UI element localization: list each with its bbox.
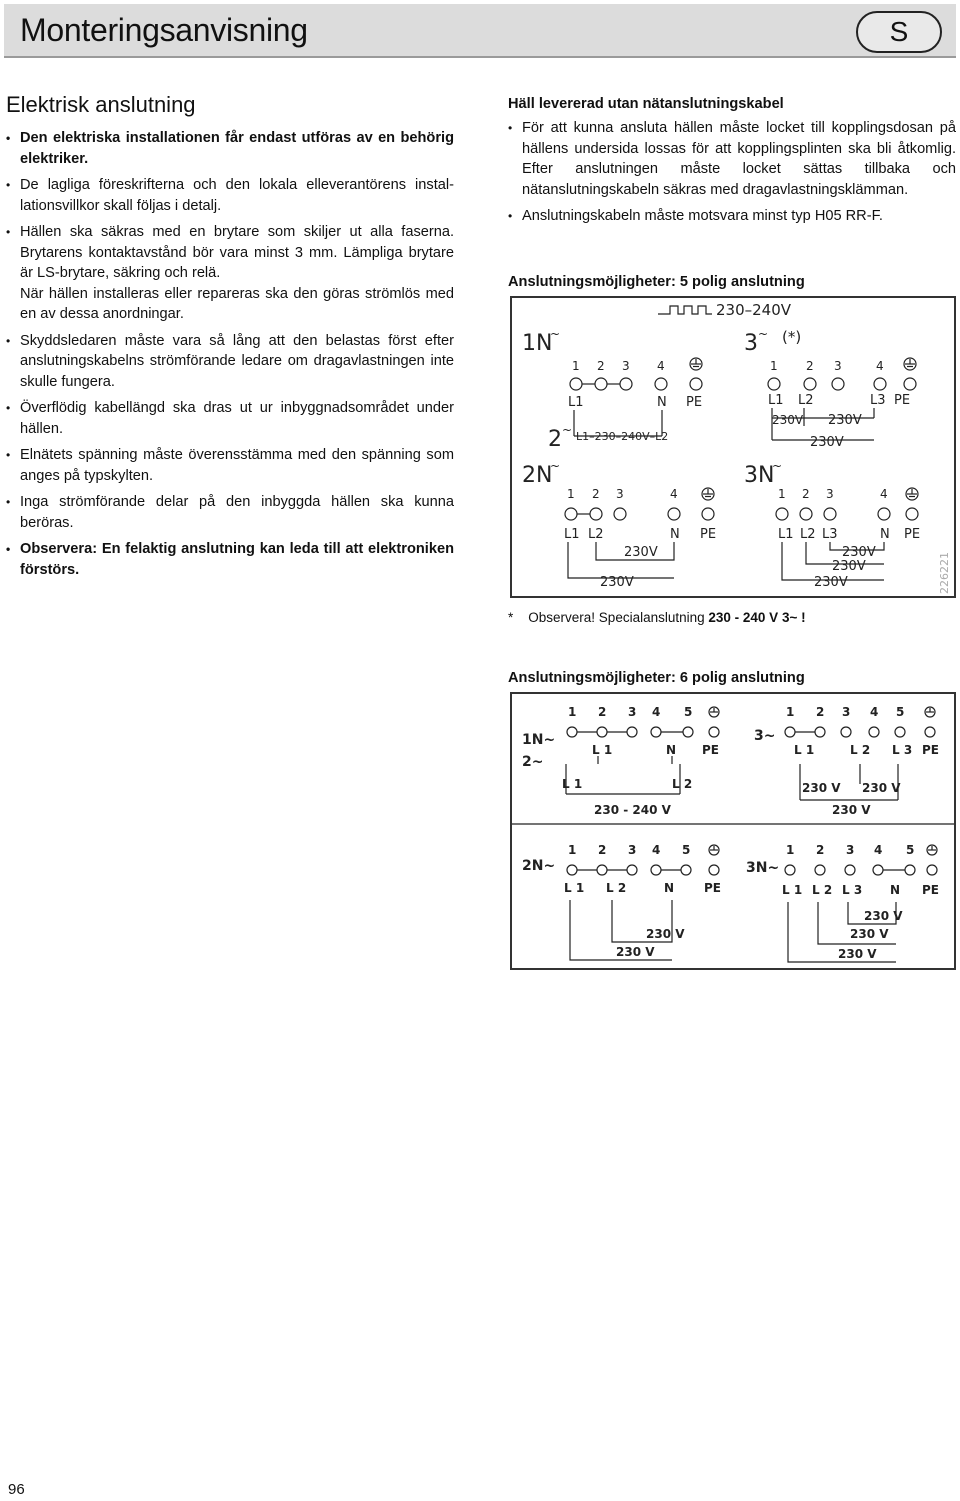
- requirements-list: [6, 128, 454, 580]
- ac-symbol: ~: [550, 327, 561, 341]
- footnote-star: *: [508, 610, 514, 625]
- diagram6-box: [510, 692, 956, 970]
- conductor-label: N: [890, 883, 901, 897]
- conductor-label: PE: [922, 743, 939, 757]
- voltage-label: 230V: [624, 545, 658, 560]
- terminal-number: 5: [896, 705, 905, 719]
- terminal-number: 2: [816, 843, 825, 857]
- terminal-number: 2: [598, 843, 607, 857]
- terminal-number: 3: [622, 359, 630, 373]
- voltage-label: 230 V: [862, 781, 901, 795]
- ground-icon: [906, 488, 918, 500]
- list-item: [6, 222, 454, 325]
- terminal-row-3: [768, 378, 916, 390]
- conductor-label: PE: [704, 881, 721, 895]
- bullet-text: Överflödig kabellängd ska dras ut ur inbyggnadsområdet under hällen.: [20, 400, 454, 437]
- bullet-text: • Hällen ska säkras med en brytare som skiljer ut alla faserna. Brytarens kontaktavstånd bör vara minst 3 mm. Lämpliga brytare är LS-brytare, säkring och relä.: [20, 224, 454, 281]
- ac-symbol: ~: [562, 423, 573, 437]
- ground-icon: [709, 707, 719, 717]
- ground-icon: [925, 707, 935, 717]
- footnote: [508, 610, 806, 625]
- voltage-label: 230 V: [646, 927, 685, 941]
- ac-symbol: ~: [758, 327, 769, 341]
- terminal-number: 3: [826, 487, 834, 501]
- terminal-number: 4: [670, 487, 678, 501]
- left-column: [6, 128, 454, 586]
- conductor-label: L 2: [812, 883, 833, 897]
- mode-2n-label: 2N: [522, 463, 553, 488]
- conductor-label: PE: [702, 743, 719, 757]
- terminal-number: 4: [652, 843, 661, 857]
- conductor-label: L 2: [606, 881, 627, 895]
- terminal-number: 2: [816, 705, 825, 719]
- terminal-number: 3: [846, 843, 855, 857]
- wiring-diagram-5-pole: [512, 298, 954, 596]
- terminal-number: 2: [597, 359, 605, 373]
- terminal-row-2n: [565, 508, 714, 520]
- conductor-label: L 1: [562, 777, 583, 791]
- terminal-number: 5: [682, 843, 691, 857]
- conductor-label: L2: [588, 527, 604, 542]
- terminal-number: 1: [786, 705, 795, 719]
- span-label: L1–230–240V–L2: [576, 430, 669, 443]
- voltage-label: 230 - 240 V: [594, 803, 671, 817]
- conductor-label: N: [664, 881, 675, 895]
- bullet-text: Anslutningskabeln måste motsvara minst typ H05 RR-F.: [522, 208, 883, 224]
- list-item: [6, 445, 454, 486]
- terminal-number: 1: [778, 487, 786, 501]
- page-header: [4, 4, 956, 58]
- conductor-label: L1: [768, 393, 784, 408]
- voltage-label: 230 V: [616, 945, 655, 959]
- conductor-label: PE: [894, 393, 911, 408]
- conductor-label: L 1: [794, 743, 815, 757]
- terminal-number: 3: [616, 487, 624, 501]
- conductor-label: L3: [870, 393, 886, 408]
- voltage-label: 230V: [600, 575, 634, 590]
- terminal-number: 2: [592, 487, 600, 501]
- ground-icon: [904, 358, 916, 370]
- terminal-number: 4: [880, 487, 888, 501]
- voltage-label: 230 V: [850, 927, 889, 941]
- bullet-text: Observera: En felaktig anslutning kan leda till att elektroniken förstörs.: [20, 541, 454, 578]
- conductor-label: L 3: [842, 883, 863, 897]
- voltage-label: 230 V: [802, 781, 841, 795]
- bullet-text: De lagliga föreskrifterna och den lokala elleverantörens installationsvillkor skall följas i detalj.: [20, 177, 454, 214]
- list-item: [508, 206, 956, 227]
- conductor-label: L 1: [564, 881, 585, 895]
- conductor-label: L 2: [672, 777, 693, 791]
- square-wave-icon: [658, 306, 712, 314]
- mode-3-label: 3: [744, 331, 758, 356]
- section-title: Elektrisk anslutning: [6, 92, 196, 117]
- voltage-label: 230V: [832, 559, 866, 574]
- terminal-number: 2: [598, 705, 607, 719]
- terminal-number: 5: [684, 705, 693, 719]
- list-item: [6, 492, 454, 533]
- language-badge: S: [856, 11, 942, 53]
- mode-2n-label: 2N~: [522, 858, 556, 874]
- conductor-label: N: [880, 527, 890, 542]
- conductor-label: L 1: [782, 883, 803, 897]
- list-item: [6, 175, 454, 216]
- terminal-number: 5: [906, 843, 915, 857]
- terminal-number: 4: [657, 359, 665, 373]
- ground-icon: [690, 358, 702, 370]
- terminal-number: 1: [568, 705, 577, 719]
- ac-symbol: ~: [550, 459, 561, 473]
- mode-1n-label: 1N: [522, 331, 553, 356]
- bullet-text: För att kunna ansluta hällen måste locket till kopplingsdosan på hällens undersida lossas för att kopplingsplinten ska bli åtkomlig. Efter anslutningen måste locket sättas tillbaka och nätanslutningskabeln säkras med dragavlastningsklämman.: [522, 120, 956, 198]
- list-item: [6, 398, 454, 439]
- mode-2-label: 2~: [522, 754, 544, 770]
- voltage-bracket: [566, 756, 680, 794]
- ground-icon: [709, 845, 719, 855]
- ac-symbol: ~: [772, 459, 783, 473]
- conductor-label: PE: [686, 395, 703, 410]
- terminal-number: 4: [870, 705, 879, 719]
- terminal-number: 2: [802, 487, 810, 501]
- cable-subtitle: Häll levererad utan nätanslutningskabel: [508, 96, 784, 112]
- conductor-label: L1: [564, 527, 580, 542]
- terminal-number: 1: [770, 359, 778, 373]
- voltage-label: 230V: [828, 413, 862, 428]
- voltage-label: 230 V: [864, 909, 903, 923]
- terminal-number: 3: [628, 843, 637, 857]
- voltage-label: 230V: [772, 413, 804, 427]
- footnote-bold: 230 - 240 V 3~ !: [708, 610, 806, 625]
- diagram5-box: [510, 296, 956, 598]
- conductor-label: N: [670, 527, 680, 542]
- conductor-label: L2: [800, 527, 816, 542]
- conductor-label: L1: [778, 527, 794, 542]
- list-item: [508, 118, 956, 200]
- bullet-text: Elnätets spänning måste överensstämma med den spänning som anges på typskylten.: [20, 447, 454, 484]
- terminal-number: 1: [572, 359, 580, 373]
- mode-3-label: 3~: [754, 728, 776, 744]
- conductor-label: N: [657, 395, 667, 410]
- bullet-text: Den elektriska installationen får endast utföras av en behörig elektriker.: [20, 130, 454, 167]
- list-item: [6, 128, 454, 169]
- header-title: Monteringsanvisning: [20, 12, 308, 48]
- terminal-number: 3: [834, 359, 842, 373]
- ground-icon: [927, 845, 937, 855]
- conductor-label: L 3: [892, 743, 913, 757]
- terminal-number: 1: [786, 843, 795, 857]
- list-item: [6, 331, 454, 393]
- supply-voltage-label: 230–240V: [716, 301, 792, 319]
- voltage-label: 230V: [810, 435, 844, 450]
- terminal-number: 1: [568, 843, 577, 857]
- conductor-label: L2: [798, 393, 814, 408]
- conductor-label: L 2: [850, 743, 871, 757]
- ground-icon: [702, 488, 714, 500]
- bullet-text-continued: När hällen installeras eller repareras ska den göras strömlös med en av dessa anordningar.: [20, 285, 454, 322]
- diagram6-title: Anslutningsmöjligheter: 6 polig anslutning: [508, 670, 805, 686]
- terminal-number: 1: [567, 487, 575, 501]
- wiring-diagram-6-pole: [512, 694, 954, 968]
- conductor-label: PE: [700, 527, 717, 542]
- terminal-number: 2: [806, 359, 814, 373]
- terminal-row-1n: [566, 727, 719, 794]
- mode-2-label: 2: [548, 427, 562, 452]
- mode-1n-label: 1N~: [522, 732, 556, 748]
- diagram5-title: Anslutningsmöjligheter: 5 polig anslutning: [508, 274, 805, 290]
- conductor-label: PE: [904, 527, 921, 542]
- terminal-row-3n: [776, 508, 918, 520]
- terminal-number: 4: [652, 705, 661, 719]
- conductor-label: L 1: [592, 743, 613, 757]
- terminal-number: 3: [628, 705, 637, 719]
- voltage-label: 230 V: [838, 947, 877, 961]
- footnote-text: Observera! Specialanslutning: [528, 610, 709, 625]
- special-note: (*): [782, 328, 802, 346]
- voltage-label: 230V: [842, 545, 876, 560]
- terminal-number: 4: [874, 843, 883, 857]
- conductor-label: N: [666, 743, 677, 757]
- voltage-label: 230V: [814, 575, 848, 590]
- voltage-label: 230 V: [832, 803, 871, 817]
- page-number: 96: [8, 1481, 25, 1498]
- terminal-number: 3: [842, 705, 851, 719]
- right-column: [508, 94, 956, 233]
- list-item: [6, 539, 454, 580]
- conductor-label: PE: [922, 883, 939, 897]
- mode-3n-label: 3N~: [746, 860, 780, 876]
- cable-list: [508, 118, 956, 227]
- bullet-text: Skyddsledaren måste vara så lång att den belastas först efter anslutningskabelns strömförande ledare om dragavlastningen inte skulle fungera.: [20, 332, 454, 390]
- conductor-label: L1: [568, 395, 584, 410]
- terminal-number: 4: [876, 359, 884, 373]
- conductor-label: L3: [822, 527, 838, 542]
- terminal-row-1n: [570, 378, 702, 390]
- diagram-code: 226221: [938, 552, 951, 594]
- bullet-text: Inga strömförande delar på den inbyggda hällen ska kunna beröras.: [20, 494, 454, 531]
- mode-3n-label: 3N: [744, 463, 775, 488]
